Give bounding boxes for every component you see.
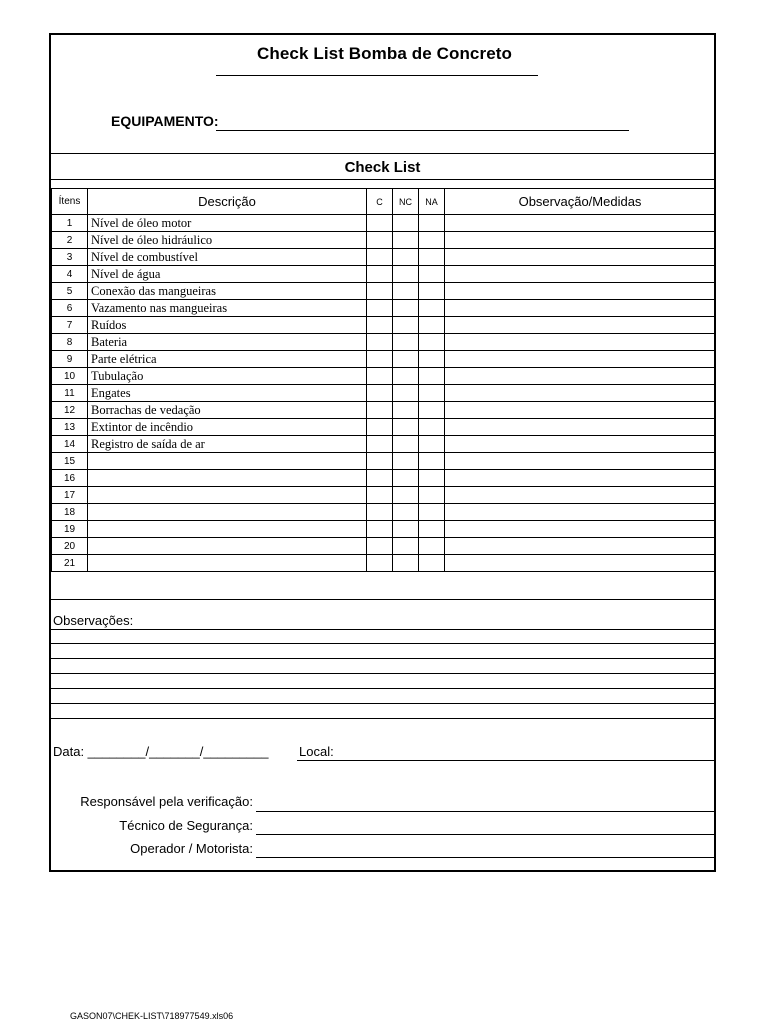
- column-header-c: C: [367, 189, 393, 215]
- responsible-field[interactable]: [256, 811, 714, 812]
- c-checkbox[interactable]: [367, 232, 393, 249]
- nc-checkbox[interactable]: [393, 215, 419, 232]
- item-number: 5: [52, 283, 88, 300]
- item-description: [88, 521, 367, 538]
- c-checkbox[interactable]: [367, 385, 393, 402]
- observation-line[interactable]: [51, 703, 714, 704]
- c-checkbox[interactable]: [367, 436, 393, 453]
- c-checkbox[interactable]: [367, 419, 393, 436]
- item-number: 9: [52, 351, 88, 368]
- item-number: 2: [52, 232, 88, 249]
- item-number: 6: [52, 300, 88, 317]
- table-row: [52, 436, 716, 453]
- na-checkbox[interactable]: [419, 232, 445, 249]
- item-number: 15: [52, 453, 88, 470]
- table-row: [52, 538, 716, 555]
- item-number: 3: [52, 249, 88, 266]
- table-row: [52, 470, 716, 487]
- item-number: 16: [52, 470, 88, 487]
- responsible-label: Responsável pela verificação:: [80, 794, 253, 809]
- c-checkbox[interactable]: [367, 487, 393, 504]
- na-checkbox[interactable]: [419, 402, 445, 419]
- nc-checkbox[interactable]: [393, 266, 419, 283]
- table-row: [52, 283, 716, 300]
- c-checkbox[interactable]: [367, 538, 393, 555]
- observation-cell[interactable]: [445, 368, 716, 385]
- nc-checkbox[interactable]: [393, 385, 419, 402]
- item-number: 18: [52, 504, 88, 521]
- item-description: Borrachas de vedação: [88, 402, 367, 419]
- nc-checkbox[interactable]: [393, 351, 419, 368]
- item-number: 7: [52, 317, 88, 334]
- item-number: 11: [52, 385, 88, 402]
- item-description: Registro de saída de ar: [88, 436, 367, 453]
- observation-cell[interactable]: [445, 300, 716, 317]
- na-checkbox[interactable]: [419, 283, 445, 300]
- na-checkbox[interactable]: [419, 453, 445, 470]
- item-description: [88, 555, 367, 572]
- nc-checkbox[interactable]: [393, 521, 419, 538]
- section-title: Check List: [344, 159, 421, 176]
- observation-cell[interactable]: [445, 317, 716, 334]
- equipment-label: EQUIPAMENTO:: [111, 113, 219, 129]
- observation-cell[interactable]: [445, 334, 716, 351]
- na-checkbox[interactable]: [419, 385, 445, 402]
- item-number: 12: [52, 402, 88, 419]
- na-checkbox[interactable]: [419, 351, 445, 368]
- operator-field[interactable]: [256, 857, 714, 858]
- nc-checkbox[interactable]: [393, 402, 419, 419]
- table-row: [52, 232, 716, 249]
- item-number: 21: [52, 555, 88, 572]
- item-description: Nível de óleo hidráulico: [88, 232, 367, 249]
- na-checkbox[interactable]: [419, 249, 445, 266]
- nc-checkbox[interactable]: [393, 232, 419, 249]
- table-row: [52, 402, 716, 419]
- nc-checkbox[interactable]: [393, 538, 419, 555]
- item-description: Ruídos: [88, 317, 367, 334]
- c-checkbox[interactable]: [367, 368, 393, 385]
- na-checkbox[interactable]: [419, 266, 445, 283]
- c-checkbox[interactable]: [367, 470, 393, 487]
- observation-cell[interactable]: [445, 521, 716, 538]
- na-checkbox[interactable]: [419, 538, 445, 555]
- item-description: Nível de combustível: [88, 249, 367, 266]
- observation-line[interactable]: [51, 658, 714, 659]
- item-number: 13: [52, 419, 88, 436]
- na-checkbox[interactable]: [419, 555, 445, 572]
- observation-line[interactable]: [51, 629, 714, 630]
- equipment-field[interactable]: [216, 130, 629, 131]
- item-number: 20: [52, 538, 88, 555]
- nc-checkbox[interactable]: [393, 368, 419, 385]
- item-description: [88, 504, 367, 521]
- column-header-nc: NC: [393, 189, 419, 215]
- observation-cell[interactable]: [445, 215, 716, 232]
- nc-checkbox[interactable]: [393, 487, 419, 504]
- item-number: 19: [52, 521, 88, 538]
- c-checkbox[interactable]: [367, 453, 393, 470]
- na-checkbox[interactable]: [419, 470, 445, 487]
- item-description: Engates: [88, 385, 367, 402]
- observation-cell[interactable]: [445, 232, 716, 249]
- observation-cell[interactable]: [445, 453, 716, 470]
- table-row: [52, 266, 716, 283]
- nc-checkbox[interactable]: [393, 436, 419, 453]
- c-checkbox[interactable]: [367, 521, 393, 538]
- table-row: [52, 351, 716, 368]
- table-row: [52, 453, 716, 470]
- observations-label: Observações:: [53, 613, 134, 628]
- table-row: [52, 487, 716, 504]
- c-checkbox[interactable]: [367, 215, 393, 232]
- title-underline: [216, 75, 538, 76]
- column-header-items: Ítens: [52, 189, 88, 215]
- item-description: Nível de óleo motor: [88, 215, 367, 232]
- observation-cell[interactable]: [445, 351, 716, 368]
- c-checkbox[interactable]: [367, 402, 393, 419]
- item-description: Parte elétrica: [88, 351, 367, 368]
- na-checkbox[interactable]: [419, 334, 445, 351]
- c-checkbox[interactable]: [367, 300, 393, 317]
- item-description: Vazamento nas mangueiras: [88, 300, 367, 317]
- column-header-na: NA: [419, 189, 445, 215]
- observation-cell[interactable]: [445, 266, 716, 283]
- item-description: Nível de água: [88, 266, 367, 283]
- observation-cell[interactable]: [445, 436, 716, 453]
- column-header-observation: Observação/Medidas: [445, 189, 716, 215]
- divider: [51, 179, 714, 180]
- local-field[interactable]: [297, 760, 714, 761]
- observation-line[interactable]: [51, 643, 714, 644]
- nc-checkbox[interactable]: [393, 283, 419, 300]
- na-checkbox[interactable]: [419, 317, 445, 334]
- table-row: [52, 385, 716, 402]
- observation-cell[interactable]: [445, 470, 716, 487]
- c-checkbox[interactable]: [367, 555, 393, 572]
- na-checkbox[interactable]: [419, 521, 445, 538]
- page-title: Check List Bomba de Concreto: [256, 44, 512, 63]
- item-number: 10: [52, 368, 88, 385]
- nc-checkbox[interactable]: [393, 249, 419, 266]
- na-checkbox[interactable]: [419, 215, 445, 232]
- table-row: [52, 504, 716, 521]
- nc-checkbox[interactable]: [393, 317, 419, 334]
- table-row: [52, 249, 716, 266]
- observation-cell[interactable]: [445, 402, 716, 419]
- item-number: 1: [52, 215, 88, 232]
- na-checkbox[interactable]: [419, 300, 445, 317]
- nc-checkbox[interactable]: [393, 504, 419, 521]
- observation-cell[interactable]: [445, 504, 716, 521]
- divider: [51, 153, 714, 154]
- table-row: [52, 521, 716, 538]
- observation-cell[interactable]: [445, 283, 716, 300]
- operator-label: Operador / Motorista:: [130, 841, 253, 856]
- checklist-table: [51, 188, 716, 572]
- na-checkbox[interactable]: [419, 419, 445, 436]
- item-description: Extintor de incêndio: [88, 419, 367, 436]
- c-checkbox[interactable]: [367, 249, 393, 266]
- column-header-description: Descrição: [88, 189, 367, 215]
- nc-checkbox[interactable]: [393, 419, 419, 436]
- observation-cell[interactable]: [445, 538, 716, 555]
- local-label: Local:: [299, 744, 334, 759]
- na-checkbox[interactable]: [419, 487, 445, 504]
- observation-cell[interactable]: [445, 419, 716, 436]
- safety-tech-label: Técnico de Segurança:: [119, 818, 253, 833]
- c-checkbox[interactable]: [367, 334, 393, 351]
- na-checkbox[interactable]: [419, 368, 445, 385]
- item-number: 8: [52, 334, 88, 351]
- c-checkbox[interactable]: [367, 283, 393, 300]
- item-number: 17: [52, 487, 88, 504]
- item-description: Conexão das mangueiras: [88, 283, 367, 300]
- table-header-row: [52, 189, 716, 215]
- c-checkbox[interactable]: [367, 266, 393, 283]
- c-checkbox[interactable]: [367, 351, 393, 368]
- divider: [51, 599, 714, 600]
- item-description: Tubulação: [88, 368, 367, 385]
- nc-checkbox[interactable]: [393, 453, 419, 470]
- observation-cell[interactable]: [445, 555, 716, 572]
- observation-line[interactable]: [51, 688, 714, 689]
- observation-line[interactable]: [51, 718, 714, 719]
- nc-checkbox[interactable]: [393, 470, 419, 487]
- table-row: [52, 317, 716, 334]
- item-description: [88, 487, 367, 504]
- observation-cell[interactable]: [445, 385, 716, 402]
- observation-cell[interactable]: [445, 487, 716, 504]
- table-row: [52, 334, 716, 351]
- file-path: GASON07\CHEK-LIST\718977549.xls06: [70, 1011, 234, 1021]
- nc-checkbox[interactable]: [393, 555, 419, 572]
- observation-cell[interactable]: [445, 249, 716, 266]
- item-number: 4: [52, 266, 88, 283]
- table-row: [52, 555, 716, 572]
- na-checkbox[interactable]: [419, 436, 445, 453]
- c-checkbox[interactable]: [367, 317, 393, 334]
- item-number: 14: [52, 436, 88, 453]
- safety-tech-field[interactable]: [256, 834, 714, 835]
- nc-checkbox[interactable]: [393, 334, 419, 351]
- table-row: [52, 368, 716, 385]
- nc-checkbox[interactable]: [393, 300, 419, 317]
- table-row: [52, 300, 716, 317]
- item-description: [88, 538, 367, 555]
- date-field[interactable]: Data: ________/_______/_________: [53, 744, 269, 759]
- item-description: Bateria: [88, 334, 367, 351]
- c-checkbox[interactable]: [367, 504, 393, 521]
- item-description: [88, 470, 367, 487]
- na-checkbox[interactable]: [419, 504, 445, 521]
- table-row: [52, 419, 716, 436]
- observation-line[interactable]: [51, 673, 714, 674]
- table-row: [52, 215, 716, 232]
- checklist-sheet: [49, 33, 716, 872]
- item-description: [88, 453, 367, 470]
